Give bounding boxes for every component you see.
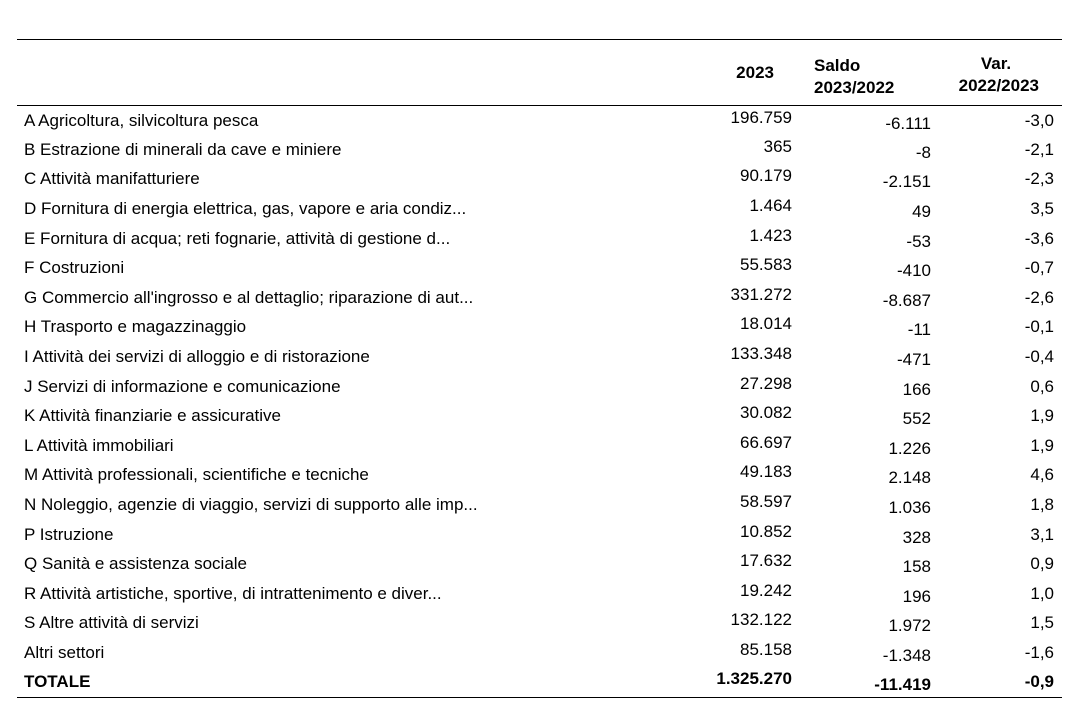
- table-row: [17, 224, 1062, 254]
- saldo-cell: 2.148: [888, 468, 931, 488]
- sector-label-cell: R Attività artistiche, sportive, di intrattenimento e diver...: [24, 583, 442, 603]
- sector-label-cell: H Trasporto e magazzinaggio: [24, 317, 247, 337]
- variation-cell: -3,0: [1024, 110, 1054, 130]
- variation-cell: -2,3: [1024, 169, 1054, 189]
- variation-cell: 1,8: [1030, 495, 1054, 515]
- variation-cell: 1,9: [1030, 435, 1054, 455]
- header-row: [17, 40, 1062, 106]
- variation-cell: 3,5: [1030, 199, 1054, 219]
- table-row: [17, 165, 1062, 195]
- value-2023-cell: 55.583: [740, 255, 792, 275]
- variation-cell: -2,1: [1024, 139, 1054, 159]
- value-2023-cell: 27.298: [740, 373, 792, 393]
- header-2023: 2023: [736, 62, 774, 82]
- saldo-cell: 49: [912, 202, 931, 222]
- table-row: [17, 638, 1062, 668]
- saldo-cell: 328: [902, 527, 931, 547]
- variation-cell: 0,6: [1030, 376, 1054, 396]
- table-row: [17, 253, 1062, 283]
- table-row: [17, 579, 1062, 609]
- saldo-cell: -1.348: [882, 645, 931, 665]
- variation-cell: 0,9: [1030, 554, 1054, 574]
- table-row: [17, 313, 1062, 343]
- variation-cell: -2,6: [1024, 287, 1054, 307]
- table-row: [17, 283, 1062, 313]
- value-2023-cell: 85.158: [740, 639, 792, 659]
- sector-label-cell: TOTALE: [24, 672, 91, 692]
- sector-label-cell: L Attività immobiliari: [24, 435, 174, 455]
- table-row: [17, 342, 1062, 372]
- saldo-cell: 552: [902, 409, 931, 429]
- header-saldo: [795, 40, 933, 106]
- saldo-cell: -6.111: [885, 113, 931, 133]
- variation-cell: -0,7: [1024, 258, 1054, 278]
- saldo-cell: 1.226: [888, 438, 931, 458]
- sector-label-cell: P Istruzione: [24, 524, 114, 544]
- value-2023-cell: 1.423: [749, 225, 792, 245]
- saldo-cell: -8: [915, 142, 931, 162]
- variation-cell: -1,6: [1024, 642, 1054, 662]
- sector-table: [17, 39, 1062, 698]
- value-2023-cell: 49.183: [740, 462, 792, 482]
- table-row: [17, 609, 1062, 639]
- variation-cell: 3,1: [1030, 524, 1054, 544]
- sector-label-cell: F Costruzioni: [24, 258, 125, 278]
- saldo-cell: -2.151: [882, 172, 931, 192]
- table-row: [17, 549, 1062, 579]
- saldo-cell: -8.687: [882, 290, 931, 310]
- sector-label-cell: S Altre attività di servizi: [24, 613, 199, 633]
- header-saldo-line2: 2023/2022: [814, 77, 895, 97]
- table-row: [17, 106, 1062, 136]
- variation-cell: 1,0: [1030, 583, 1054, 603]
- variation-cell: -0,1: [1024, 317, 1054, 337]
- value-2023-cell: 10.852: [740, 521, 792, 541]
- value-2023-cell: 66.697: [740, 432, 792, 452]
- table-row: [17, 194, 1062, 224]
- saldo-cell: 1.972: [888, 616, 931, 636]
- saldo-cell: -11.419: [874, 675, 931, 695]
- saldo-cell: -11: [907, 320, 931, 340]
- table-row: [17, 135, 1062, 165]
- header-var: [933, 40, 1062, 106]
- saldo-cell: -53: [906, 231, 931, 251]
- table-row: [17, 461, 1062, 491]
- saldo-cell: -471: [896, 350, 931, 370]
- table-row: [17, 431, 1062, 461]
- variation-cell: 1,9: [1030, 406, 1054, 426]
- variation-cell: -0,4: [1024, 347, 1054, 367]
- header-sector: [17, 40, 652, 106]
- sector-label-cell: D Fornitura di energia elettrica, gas, vapore e aria condiz...: [24, 199, 467, 219]
- value-2023-cell: 1.464: [749, 196, 792, 216]
- table-row: [17, 490, 1062, 520]
- variation-cell: -3,6: [1024, 228, 1054, 248]
- sector-label-cell: B Estrazione di minerali da cave e miniere: [24, 139, 342, 159]
- value-2023-cell: 365: [763, 136, 792, 156]
- sector-table-container: [17, 39, 1062, 698]
- table-header: [17, 40, 1062, 106]
- saldo-cell: 196: [902, 586, 931, 606]
- saldo-cell: 166: [902, 379, 931, 399]
- sector-label-cell: Altri settori: [24, 642, 105, 662]
- value-2023-cell: 18.014: [740, 314, 792, 334]
- variation-cell: 1,5: [1030, 613, 1054, 633]
- sector-label-cell: M Attività professionali, scientifiche e tecniche: [24, 465, 369, 485]
- value-2023-cell: 58.597: [740, 492, 792, 512]
- value-2023-cell: 133.348: [730, 344, 792, 364]
- table-body: [17, 106, 1062, 698]
- sector-label-cell: I Attività dei servizi di alloggio e di ristorazione: [24, 347, 370, 367]
- table-row: [17, 520, 1062, 550]
- value-2023-cell: 90.179: [740, 166, 792, 186]
- sector-label-cell: C Attività manifatturiere: [24, 169, 200, 189]
- variation-cell: -0,9: [1024, 672, 1054, 692]
- value-2023-cell: 1.325.270: [716, 669, 792, 689]
- sector-label-cell: E Fornitura di acqua; reti fognarie, attività di gestione d...: [24, 228, 451, 248]
- header-saldo-line1: Saldo: [814, 55, 861, 75]
- value-2023-cell: 30.082: [740, 403, 792, 423]
- value-2023-cell: 331.272: [730, 284, 792, 304]
- saldo-cell: 158: [902, 557, 931, 577]
- variation-cell: 4,6: [1030, 465, 1054, 485]
- value-2023-cell: 196.759: [730, 107, 792, 127]
- value-2023-cell: 132.122: [730, 610, 792, 630]
- table-row: [17, 401, 1062, 431]
- saldo-cell: 1.036: [888, 498, 931, 518]
- header-var-line2: 2022/2023: [958, 75, 1039, 95]
- sector-label-cell: A Agricoltura, silvicoltura pesca: [24, 110, 259, 130]
- value-2023-cell: 17.632: [740, 551, 792, 571]
- sector-label-cell: N Noleggio, agenzie di viaggio, servizi di supporto alle imp...: [24, 495, 478, 515]
- header-var-line1: Var.: [980, 53, 1012, 73]
- sector-label-cell: Q Sanità e assistenza sociale: [24, 554, 248, 574]
- sector-label-cell: K Attività finanziarie e assicurative: [24, 406, 282, 426]
- sector-label-cell: G Commercio all'ingrosso e al dettaglio; riparazione di aut...: [24, 287, 474, 307]
- sector-label-cell: J Servizi di informazione e comunicazione: [24, 376, 341, 396]
- table-row: [17, 372, 1062, 402]
- value-2023-cell: 19.242: [740, 580, 792, 600]
- saldo-cell: -410: [896, 261, 931, 281]
- total-row: [17, 668, 1062, 698]
